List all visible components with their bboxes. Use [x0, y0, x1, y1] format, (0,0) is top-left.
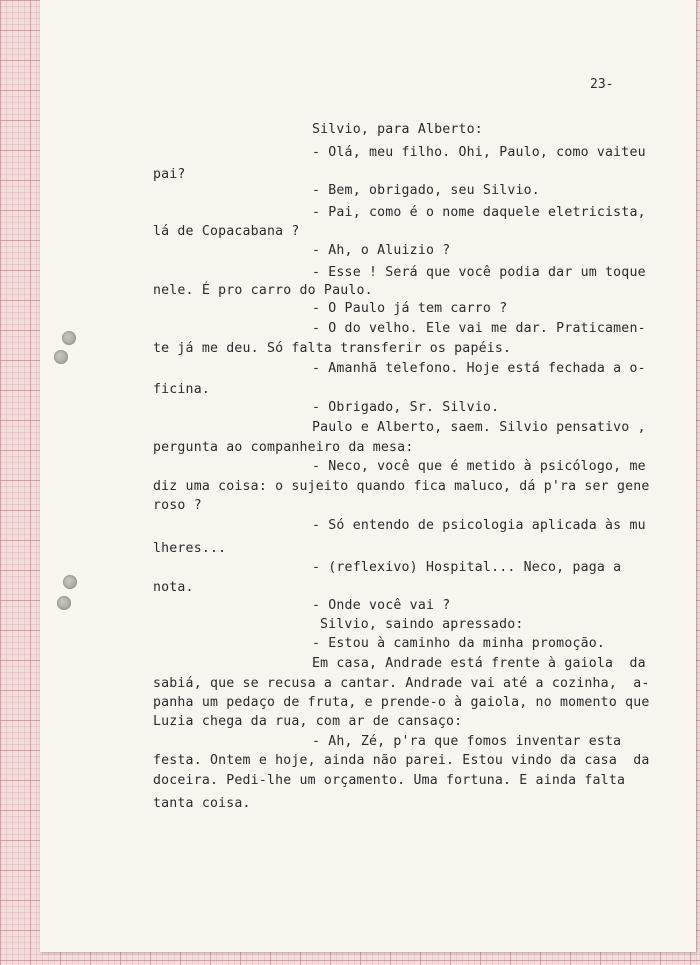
text-line: festa. Ontem e hoje, ainda não parei. Estou vindo da casa da	[153, 753, 650, 768]
text-line: diz uma coisa: o sujeito quando fica maluco, dá p'ra ser gene	[153, 479, 650, 494]
text-line: - Ah, o Aluizio ?	[312, 243, 451, 258]
text-line: - (reflexivo) Hospital... Neco, paga a	[312, 560, 622, 575]
text-line: - Ah, Zé, p'ra que fomos inventar esta	[312, 734, 622, 749]
text-line: - Neco, você que é metido à psicólogo, me	[312, 459, 646, 474]
page-number: 23-	[590, 77, 614, 92]
text-line: - Onde você vai ?	[312, 598, 451, 613]
text-line: lá de Copacabana ?	[153, 224, 300, 239]
text-line: - Obrigado, Sr. Silvio.	[312, 400, 500, 415]
text-line: - Bem, obrigado, seu Silvio.	[312, 183, 540, 198]
text-line: sabiá, que se recusa a cantar. Andrade vai até a cozinha, a-	[153, 676, 650, 691]
text-line: nele. É pro carro do Paulo.	[153, 283, 373, 298]
text-line: panha um pedaço de fruta, e prende-o à gaiola, no momento que	[153, 695, 650, 710]
text-line: Em casa, Andrade está frente à gaiola da	[312, 656, 646, 671]
text-line: Paulo e Alberto, saem. Silvio pensativo ,	[312, 420, 646, 435]
text-line: lheres...	[153, 541, 227, 556]
text-line: pergunta ao companheiro da mesa:	[153, 440, 414, 455]
text-line: te já me deu. Só falta transferir os papéis.	[153, 341, 512, 356]
text-line: nota.	[153, 580, 194, 595]
text-line: Luzia chega da rua, com ar de cansaço:	[153, 714, 463, 729]
text-line: - Estou à caminho da minha promoção.	[312, 636, 606, 651]
text-line: - O do velho. Ele vai me dar. Praticamen-	[312, 321, 646, 336]
text-line: pai?	[153, 167, 186, 182]
text-line: ficina.	[153, 382, 210, 397]
text-line: doceira. Pedi-lhe um orçamento. Uma fortuna. E ainda falta	[153, 773, 626, 788]
text-line: - O Paulo já tem carro ?	[312, 301, 508, 316]
text-line: - Pai, como é o nome daquele eletricista,	[312, 205, 646, 220]
text-line: Silvio, saindo apressado:	[320, 617, 524, 632]
text-line: - Olá, meu filho. Ohi, Paulo, como vaiteu	[312, 145, 646, 160]
text-line: Silvio, para Alberto:	[312, 122, 483, 137]
text-line: - Só entendo de psicologia aplicada às mu	[312, 518, 646, 533]
text-line: - Amanhã telefono. Hoje está fechada a o-	[312, 361, 646, 376]
text-line: - Esse ! Será que você podia dar um toque	[312, 265, 646, 280]
text-line: roso ?	[153, 498, 202, 513]
text-line: tanta coisa.	[153, 796, 251, 811]
